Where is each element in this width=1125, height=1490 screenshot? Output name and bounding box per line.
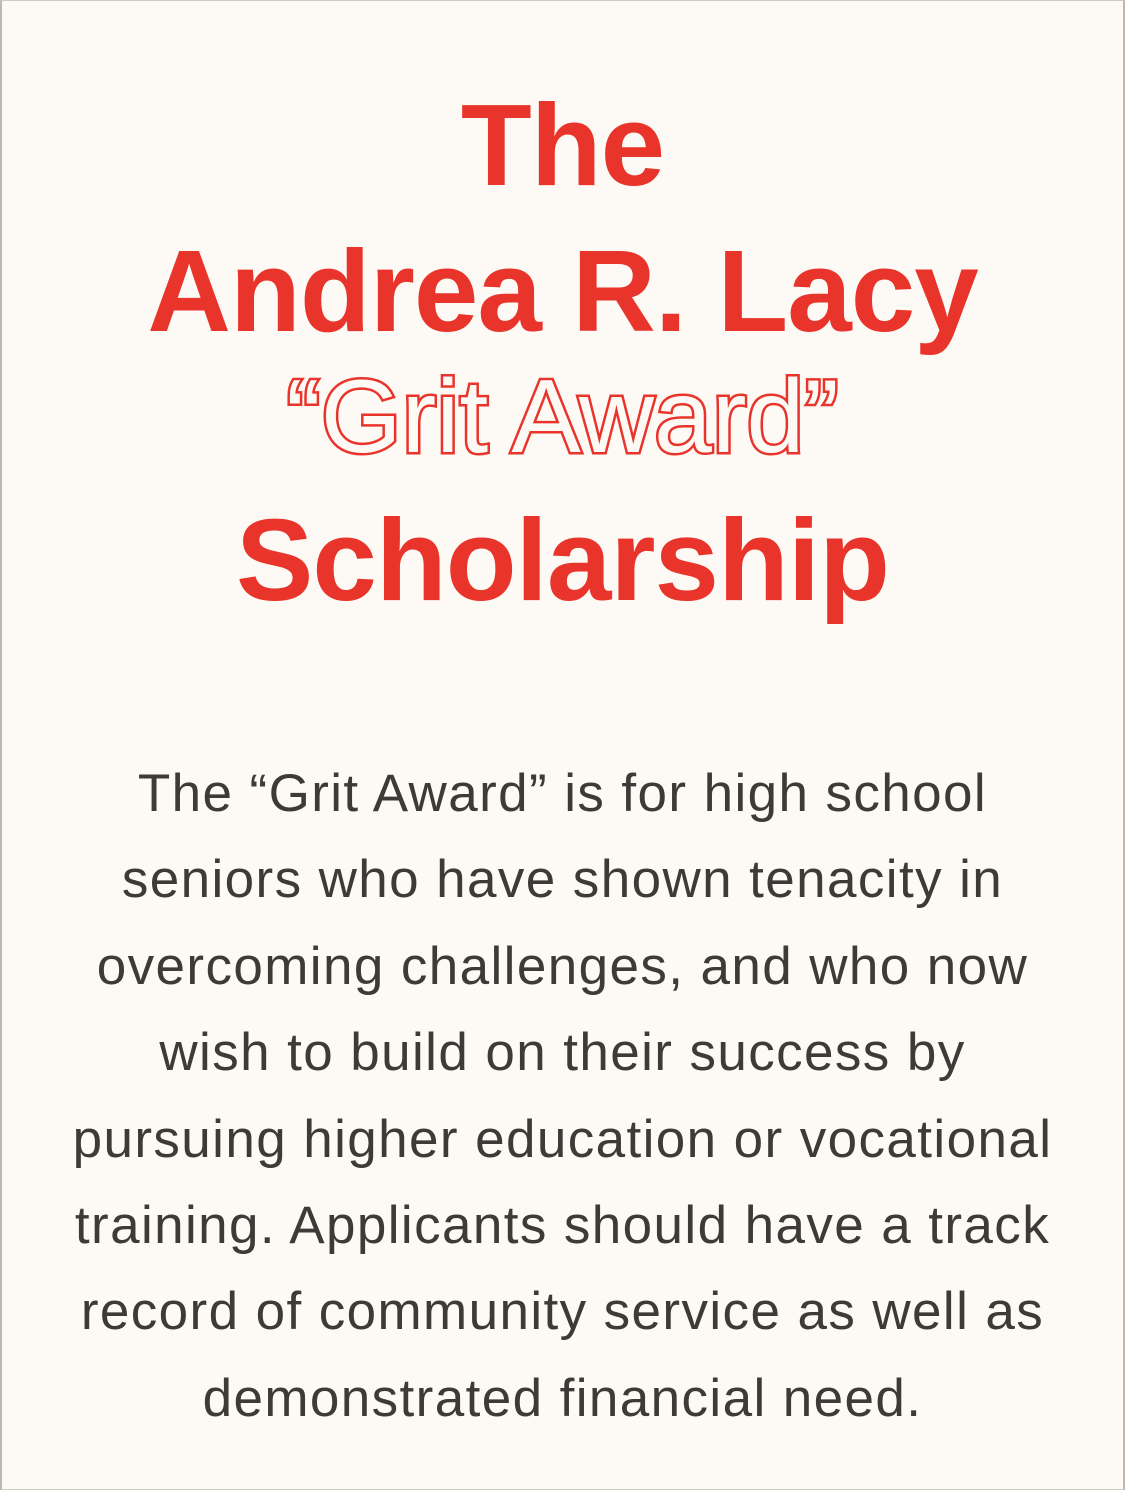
description-line: pursuing higher education or vocational bbox=[72, 1109, 1053, 1169]
scholarship-description bbox=[2, 751, 1123, 1442]
title-line-name: Andrea R. Lacy bbox=[147, 226, 978, 356]
description-line: overcoming challenges, and who now bbox=[96, 936, 1029, 996]
description-line: The “Grit Award” is for high school bbox=[137, 764, 988, 823]
description-line: record of community service as well as bbox=[80, 1282, 1045, 1342]
description-line: seniors who have shown tenacity in bbox=[121, 850, 1004, 910]
title-line-the: The bbox=[460, 80, 665, 210]
description-line: wish to build on their success by bbox=[159, 1023, 966, 1083]
description-line: demonstrated financial need. bbox=[202, 1368, 923, 1428]
description-line: training. Applicants should have a track bbox=[74, 1196, 1051, 1256]
title-line-grit-award: “Grit Award” bbox=[286, 359, 839, 475]
title-line-scholarship: Scholarship bbox=[236, 495, 889, 625]
